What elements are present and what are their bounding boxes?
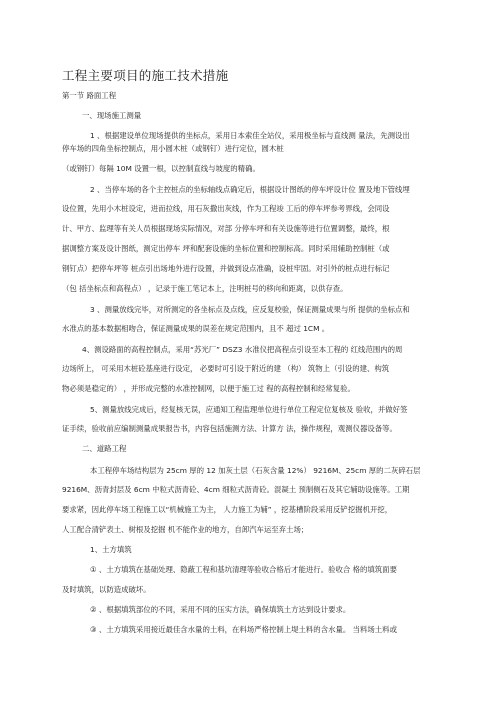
paragraph-line: （或钢钉）每隔 10M 设置一根，以控制直线与坡度的精确。 — [62, 164, 260, 173]
paragraph-line: 设位置，先用小木桩设定，进而拉线，用石灰撒出灰线，作为工程竣 工后的停车坪参考界线，会同设 — [62, 204, 390, 213]
paragraph-line: 2 、当停车场的各个主控桩点的坐标轴线点确定后，根据设计图纸的停车坪设计位 置及地下管线埋 — [90, 185, 410, 194]
paragraph-line: 1 、根据建设单位现场提供的坐标点，采用日本索佳全站仪，采用极坐标与直线测 量法，先测设出 — [90, 131, 410, 140]
paragraph-line: 边场所上， 可采用木桩砼基座进行设定， 必要时可引设于附近的建 （构） 筑物上（引设的建、构筑 — [62, 364, 390, 373]
paragraph-line: 停车场的四角坐标控制点，用小圆木桩（或钢钉）进行定位，圆木桩 — [62, 144, 284, 153]
paragraph-line: 5、测量放线完成后，经复核无误，应通知工程监理单位进行单位工程定位复核及 验收，并做好签 — [90, 405, 408, 414]
paragraph-line: 水准点的基本数据相吻合，保证测量成果的误差在规定范围内，且不 超过 1CM 。 — [62, 324, 330, 333]
paragraph-line: （包 括坐标点和高程点） ，记录于施工笔记本上，注明桩号的移向和距离，以供存查。 — [62, 284, 348, 293]
paragraph-line: 人工配合清铲表土、树根及挖掘 机不能作业的地方，自卸汽车运至弃土场； — [62, 525, 309, 534]
paragraph-line: 及时填筑，以防造成破坏。 — [62, 585, 151, 594]
section-heading: 第一节 路面工程 — [62, 91, 117, 100]
paragraph-line: 3 、测量放线完毕，对所测定的各坐标点及点线，应反复校验，保证测量成果与所 提供的坐标点和 — [90, 305, 410, 314]
paragraph-line: 钢钉点）把停车坪等 桩点引出场地外进行设置，并做到设点准确，设桩牢固。对引外的桩点进行标记 — [62, 264, 390, 273]
paragraph-line: 据调整方案及设计图纸，测定出停车 坪和配套设施的坐标位置和控制标高。同时采用辅助控制桩（或 — [62, 244, 390, 253]
paragraph-line: 4、测设路面的高程控制点，采用“苏光厂” DSZ3 水准仪把高程点引设至本工程的 红线范围内的周 — [82, 345, 403, 354]
paragraph-line: 计、甲方、监理等有关人员根据现场实际情况，对部 分停车坪和有关设施等进行位置调整，最终，根 — [62, 224, 390, 233]
list-heading: 1、土方填筑 — [90, 545, 132, 554]
paragraph-line: 要求紧，因此停车场工程施工以“机械施工为主， 人力施工为辅” ，挖基槽阶段采用反铲挖掘机开挖， — [62, 505, 393, 514]
paragraph-line: 本工程停车场结构层为 25cm 厚的 12 加灰土层（石灰含量 12%） 9216M、25cm 厚的二灰碎石层 — [90, 466, 421, 475]
paragraph-line: ① 、土方填筑在基础处理、隐蔽工程和基坑清理等验收合格后才能进行。验收合 格的填筑面要 — [90, 565, 397, 574]
page-title: 工程主要项目的施工技术措施 — [62, 68, 229, 83]
paragraph-line: 物必须是稳定的） ，并形成完整的水准控制网，以便于施工过 程的高程控制和经常复验。 — [62, 384, 355, 393]
paragraph-line: 证手续，验收前应编制测量成果报告书，内容包括施测方法、计算方 法，操作规程，观测仪器设备等。 — [62, 424, 397, 433]
subsection-heading: 一、现场施工测量 — [82, 111, 142, 120]
subsection-heading: 二、道路工程 — [82, 444, 127, 453]
paragraph-line: ③ 、土方填筑采用接近最佳含水量的土料，在料场严格控制上堤土料的含水量。 当料场土料或 — [90, 625, 397, 634]
paragraph-line: ② 、根据填筑部位的不同，采用不同的压实方法，确保填筑土方达到设计要求。 — [90, 605, 351, 614]
paragraph-line: 9216M、沥青封层及 6cm 中粒式沥青砼、4cm 细粒式沥青砼。混凝土 预制侧石及其它辅助设施等。工期 — [62, 485, 410, 494]
